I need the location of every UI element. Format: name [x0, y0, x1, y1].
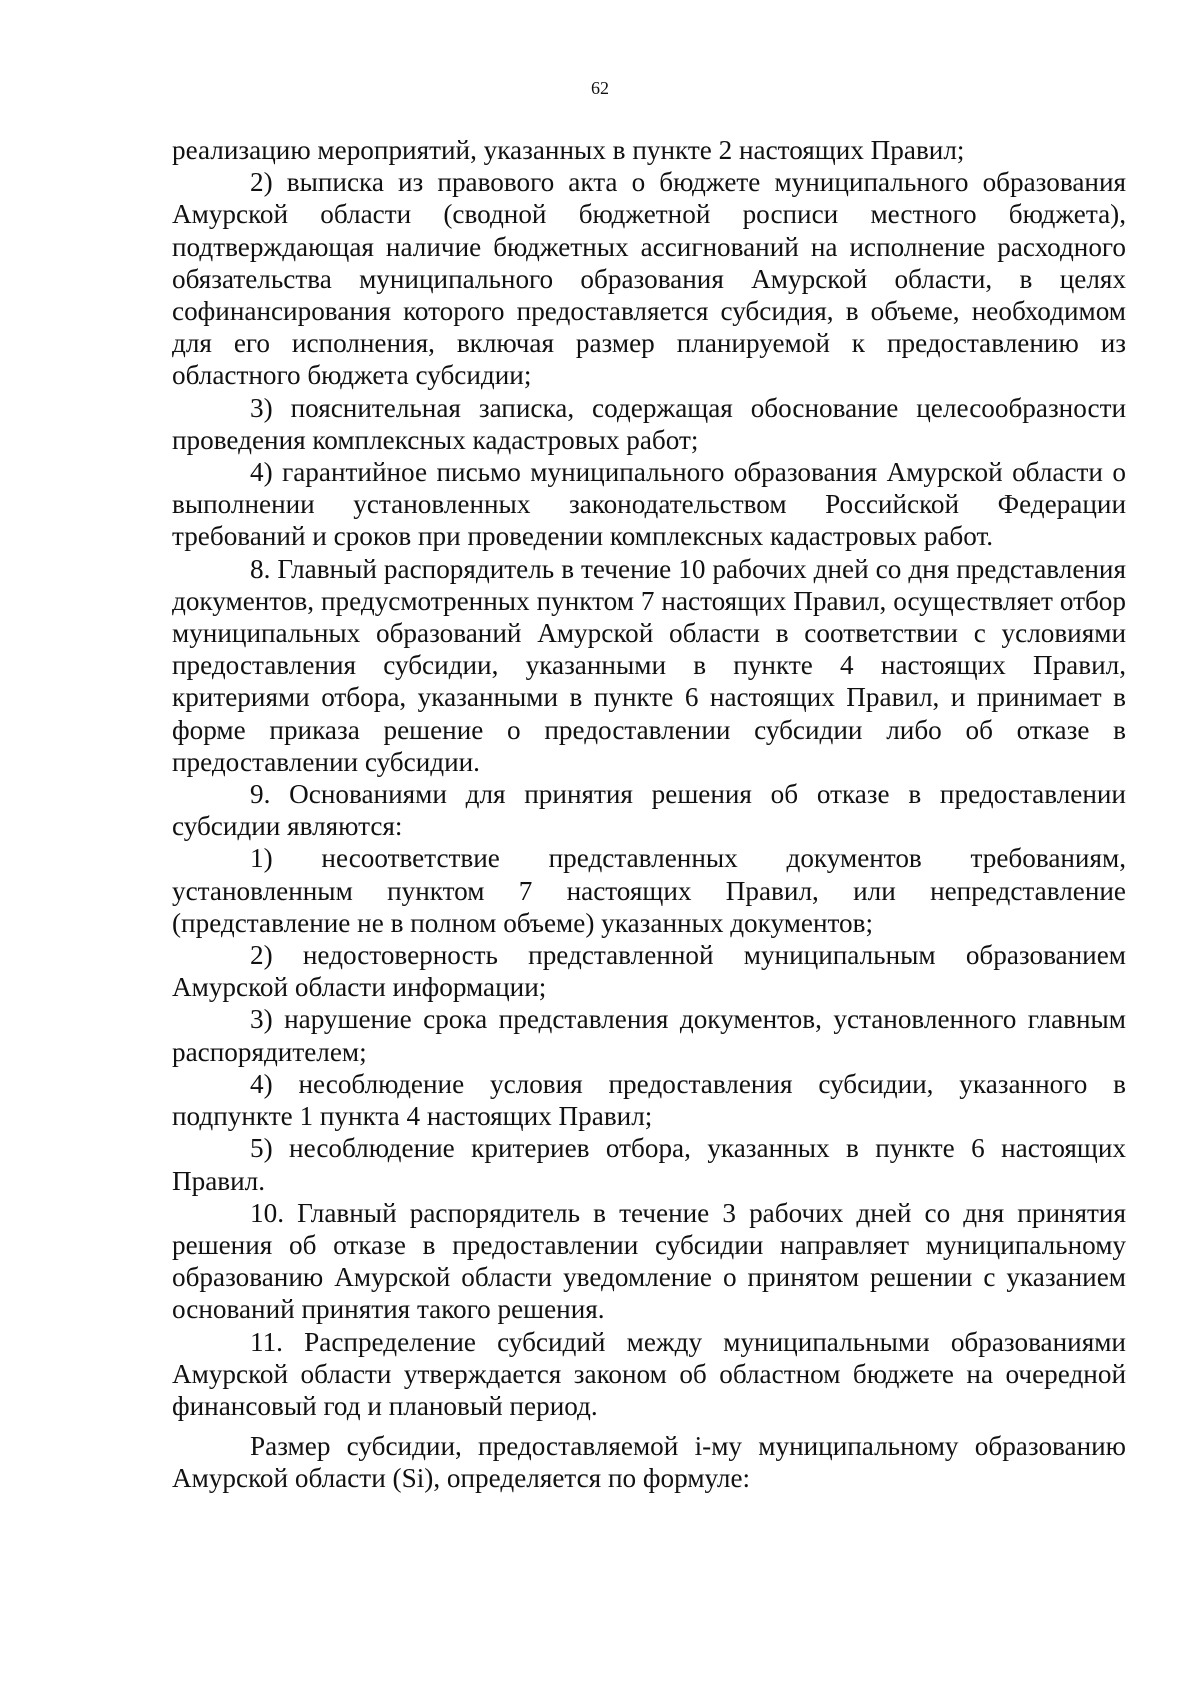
paragraph-refusal-ground-4: 4) несоблюдение условия предоставления субсидии, указанного в подпункте 1 пункта 4 настоящих Правил; [172, 1068, 1126, 1132]
paragraph-refusal-ground-2: 2) недостоверность представленной муниципальным образованием Амурской области информации; [172, 940, 1126, 1003]
paragraph-clause-11: 11. Распределение субсидий между муниципальными образованиями Амурской области утверждается законом об областном бюджете на очередной финансовый год и плановый период. [172, 1326, 1126, 1421]
document-body [172, 134, 1126, 1495]
paragraph-refusal-ground-3: 3) нарушение срока представления документов, установленного главным распорядителем; [172, 1004, 1126, 1067]
page-number: 62 [591, 78, 609, 98]
paragraph-clause-9: 9. Основаниями для принятия решения об отказе в предоставлении субсидии являются: [172, 779, 1126, 842]
paragraph-continuation: реализацию мероприятий, указанных в пункте 2 настоящих Правил; [172, 135, 965, 165]
paragraph-item-2-budget-extract: 2) выписка из правового акта о бюджете муниципального образования Амурской области (сводной бюджетной росписи местного бюджета), подтверждающая наличие бюджетных ассигнований на исполнение расходного обязательства муниципального образования Амурской области, в целях софинансирования которого предоставляется субсидия, в объеме, необходимом для его исполнения, включая размер планируемой к предоставлению из областного бюджета субсидии; [172, 167, 1126, 391]
paragraph-item-4-guarantee-letter: 4) гарантийное письмо муниципального образования Амурской области о выполнении установленных законодательством Российской Федерации требований и сроков при проведении комплексных кадастровых работ. [172, 457, 1126, 552]
paragraph-refusal-ground-1: 1) несоответствие представленных документов требованиям, установленным пунктом 7 настоящих Правил, или непредставление (представление не в полном объеме) указанных документов; [172, 843, 1126, 938]
paragraph-clause-10: 10. Главный распорядитель в течение 3 рабочих дней со дня принятия решения об отказе в предоставлении субсидии направляет муниципальному образованию Амурской области уведомление о принятом решении с указанием оснований принятия такого решения. [172, 1197, 1126, 1325]
paragraph-item-3-explanatory-note: 3) пояснительная записка, содержащая обоснование целесообразности проведения комплексных кадастровых работ; [172, 392, 1126, 455]
paragraph-subsidy-formula-intro: Размер субсидии, предоставляемой i-му муниципальному образованию Амурской области (Si), определяется по формуле: [172, 1431, 1126, 1494]
paragraph-refusal-ground-5: 5) несоблюдение критериев отбора, указанных в пункте 6 настоящих Правил. [172, 1133, 1126, 1196]
paragraph-clause-8: 8. Главный распорядитель в течение 10 рабочих дней со дня представления документов, предусмотренных пунктом 7 настоящих Правил, осуществляет отбор муниципальных образований Амурской области в соответствии с условиями предоставления субсидии, указанными в пункте 4 настоящих Правил, критериями отбора, указанными в пункте 6 настоящих Правил, и принимает в форме приказа решение о предоставлении субсидии либо об отказе в предоставлении субсидии. [172, 553, 1126, 777]
